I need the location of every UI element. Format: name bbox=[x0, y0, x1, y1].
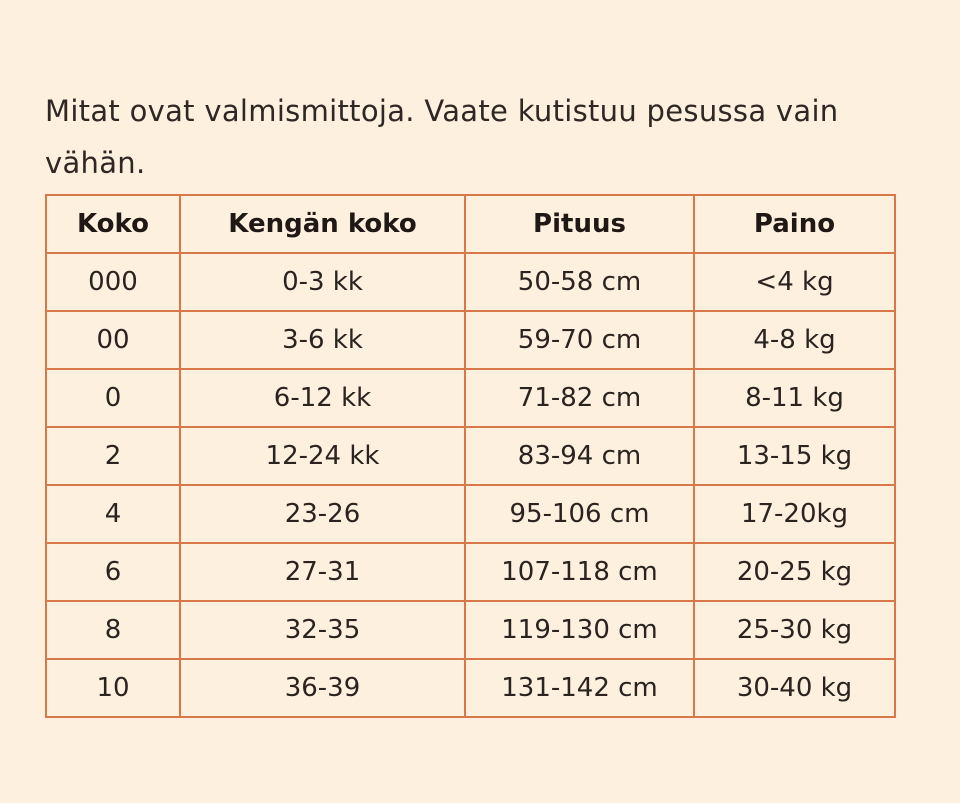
cell-pituus: 119-130 cm bbox=[465, 601, 694, 659]
cell-pituus: 59-70 cm bbox=[465, 311, 694, 369]
table-row bbox=[46, 485, 895, 543]
cell-paino: <4 kg bbox=[694, 253, 895, 311]
header-pituus: Pituus bbox=[465, 195, 694, 253]
intro-text: Mitat ovat valmismittoja. Vaate kutistuu pesussa vain vähän. bbox=[45, 94, 839, 180]
cell-paino: 4-8 kg bbox=[694, 311, 895, 369]
cell-kengan-koko: 23-26 bbox=[180, 485, 465, 543]
table-row bbox=[46, 253, 895, 311]
cell-pituus: 131-142 cm bbox=[465, 659, 694, 717]
table-row bbox=[46, 543, 895, 601]
cell-koko: 6 bbox=[46, 543, 180, 601]
header-paino: Paino bbox=[694, 195, 895, 253]
table-row bbox=[46, 601, 895, 659]
cell-koko: 4 bbox=[46, 485, 180, 543]
table-row bbox=[46, 427, 895, 485]
cell-kengan-koko: 0-3 kk bbox=[180, 253, 465, 311]
cell-kengan-koko: 3-6 kk bbox=[180, 311, 465, 369]
table-row bbox=[46, 659, 895, 717]
cell-koko: 10 bbox=[46, 659, 180, 717]
cell-paino: 30-40 kg bbox=[694, 659, 895, 717]
cell-paino: 8-11 kg bbox=[694, 369, 895, 427]
cell-pituus: 107-118 cm bbox=[465, 543, 694, 601]
cell-paino: 20-25 kg bbox=[694, 543, 895, 601]
cell-paino: 13-15 kg bbox=[694, 427, 895, 485]
cell-koko: 2 bbox=[46, 427, 180, 485]
table-row bbox=[46, 369, 895, 427]
header-koko: Koko bbox=[46, 195, 180, 253]
cell-kengan-koko: 27-31 bbox=[180, 543, 465, 601]
cell-paino: 25-30 kg bbox=[694, 601, 895, 659]
cell-pituus: 95-106 cm bbox=[465, 485, 694, 543]
cell-paino: 17-20kg bbox=[694, 485, 895, 543]
cell-kengan-koko: 36-39 bbox=[180, 659, 465, 717]
cell-koko: 0 bbox=[46, 369, 180, 427]
cell-pituus: 71-82 cm bbox=[465, 369, 694, 427]
cell-pituus: 50-58 cm bbox=[465, 253, 694, 311]
size-table bbox=[45, 194, 896, 718]
header-kengan-koko: Kengän koko bbox=[180, 195, 465, 253]
table-header-row bbox=[46, 195, 895, 253]
cell-koko: 00 bbox=[46, 311, 180, 369]
cell-kengan-koko: 32-35 bbox=[180, 601, 465, 659]
cell-koko: 8 bbox=[46, 601, 180, 659]
table-row bbox=[46, 311, 895, 369]
cell-pituus: 83-94 cm bbox=[465, 427, 694, 485]
cell-kengan-koko: 6-12 kk bbox=[180, 369, 465, 427]
cell-koko: 000 bbox=[46, 253, 180, 311]
cell-kengan-koko: 12-24 kk bbox=[180, 427, 465, 485]
